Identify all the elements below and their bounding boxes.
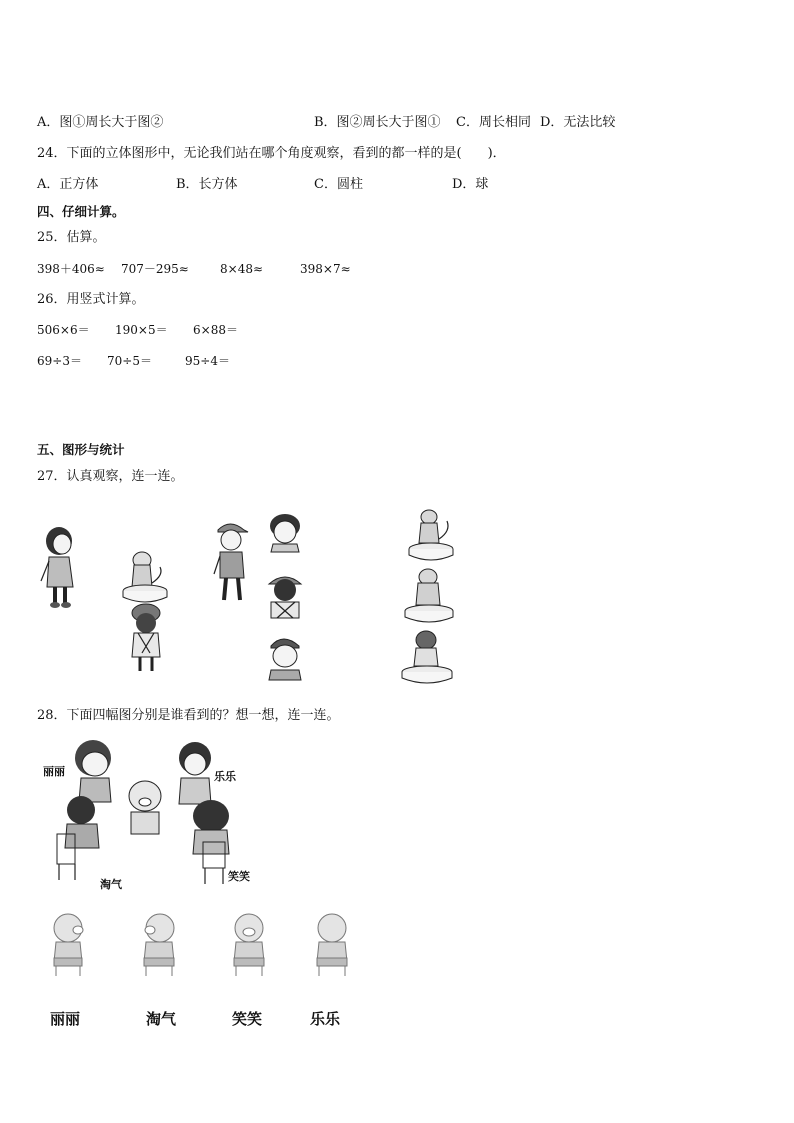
pig-view-4-illustration [311,912,353,978]
q26-stem: 26．用竖式计算。 [37,292,145,307]
q23-option-a: A．图①周长大于图② [37,115,164,130]
q23-option-d: D．无法比较 [540,115,616,130]
pig-view-2-illustration [138,912,180,978]
q23-option-c: C．周长相同 [456,115,531,130]
four-children-around-pig-scene-illustration [55,738,265,888]
girl-figure-illustration [35,525,85,610]
section-4-title: 四、仔细计算。 [37,204,125,219]
q25-stem: 25．估算。 [37,230,106,245]
q24-option-b: B．长方体 [176,177,238,192]
scene-label-taoqi: 淘气 [100,878,122,891]
q26-row1-item-1: 506×6＝ [37,323,90,337]
q26-row2-item-1: 69÷3＝ [37,354,82,368]
q28-stem: 28．下面四幅图分别是谁看到的？想一想，连一连。 [37,708,340,723]
cat-on-pedestal-scene-illustration [120,545,180,675]
q26-row2-item-3: 95÷4＝ [185,354,230,368]
boy-back-view-illustration [265,572,305,622]
q26-row2-item-2: 70÷5＝ [107,354,152,368]
q26-row1-item-2: 190×5＝ [115,323,168,337]
pig-view-3-illustration [228,912,270,978]
boy-face-view-illustration [265,634,305,680]
q25-item-4: 398×7≈ [300,262,351,276]
answer-name-lele: 乐乐 [310,1010,341,1028]
scene-label-lele: 乐乐 [214,770,236,783]
q25-item-3: 8×48≈ [220,262,264,276]
q23-option-b: B．图②周长大于图① [314,115,441,130]
boy-with-cap-illustration [210,520,255,608]
girl-face-view-illustration [265,512,305,552]
cat-back-view-illustration [400,565,458,627]
q27-stem: 27．认真观察，连一连。 [37,469,184,484]
answer-name-xiaoxiao: 笑笑 [232,1010,263,1028]
q25-item-2: 707－295≈ [121,262,189,276]
q24-stem: 24．下面的立体图形中，无论我们站在哪个角度观察，看到的都一样的是( )． [37,146,506,161]
section-5-title: 五、图形与统计 [37,442,125,457]
scene-label-lili: 丽丽 [43,765,65,778]
pig-view-1-illustration [48,912,90,978]
q24-option-d: D．球 [452,177,489,192]
scene-label-xiaoxiao: 笑笑 [228,870,250,883]
answer-name-lili: 丽丽 [50,1010,81,1028]
answer-name-taoqi: 淘气 [146,1010,177,1028]
q24-option-c: C．圆柱 [314,177,363,192]
cat-front-view-illustration [398,628,458,688]
q25-item-1: 398＋406≈ [37,262,105,276]
cat-side-view-illustration [405,505,459,565]
q24-option-a: A．正方体 [37,177,99,192]
q26-row1-item-3: 6×88＝ [193,323,238,337]
